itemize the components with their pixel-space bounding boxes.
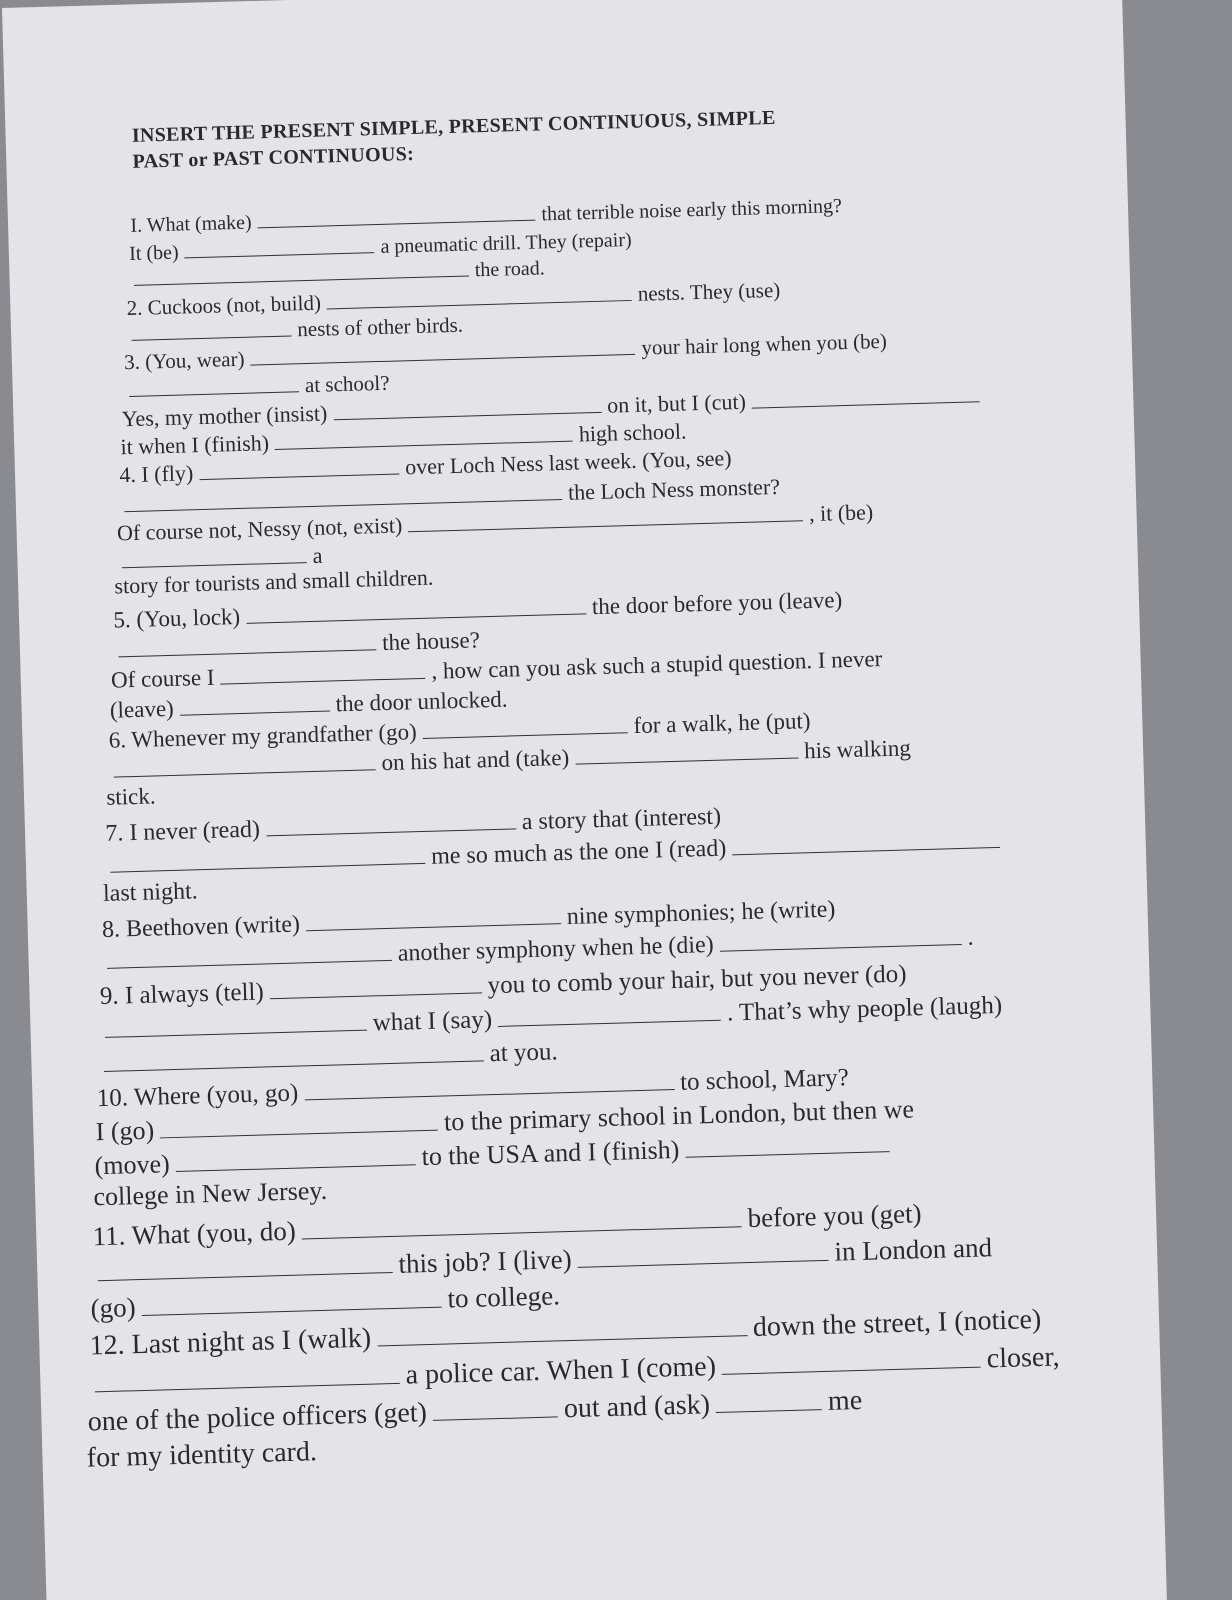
line-text: , it (be) [808,499,874,526]
line-text: at you. [489,1037,559,1067]
line-text: that terrible noise early this morning? [541,195,843,226]
answer-blank [732,825,1001,855]
line-text: nests. They (use) [637,277,781,306]
answer-blank [304,1066,675,1100]
line-text: a pneumatic drill. They (repair) [380,228,632,258]
answer-blank [577,1236,829,1268]
line-text: at school? [304,370,390,397]
line-text: high school. [578,418,687,447]
line-text: 7. I never (read) [105,816,261,847]
answer-blank [719,922,962,951]
title-line-1: INSERT THE PRESENT SIMPLE, PRESENT CONTINUOUS, SIMPLE [131,106,776,147]
answer-blank [107,938,393,969]
line-text: 10. Where (you, go) [96,1079,299,1112]
line-text: . [967,924,974,951]
line-text: the house? [381,627,481,655]
answer-blank [110,841,426,872]
answer-blank [257,202,535,229]
line-text: a police car. When I (come) [405,1351,717,1391]
line-text: , how can you ask such a stupid question. I never [431,645,883,684]
line-text: the road. [474,257,546,282]
answer-blank [118,628,377,657]
line-text: your hair long when you (be) [641,328,888,360]
line-text: me [827,1385,863,1418]
line-text: the Loch Ness monster? [567,473,781,505]
line-text: what I (say) [372,1005,493,1036]
exercise-line [106,784,156,808]
answer-blank [301,1202,742,1240]
line-text: 3. (You, wear) [123,346,245,375]
line-text: . That’s why people (laugh) [726,991,1003,1027]
answer-blank [94,1358,400,1393]
line-text: this job? I (live) [398,1244,573,1280]
line-text: for a walk, he (put) [633,707,811,738]
line-text: story for tourists and small children. [114,564,434,599]
exercise-line [130,193,842,236]
answer-blank [184,234,374,258]
line-text: his walking [803,735,912,763]
line-text: nine symphonies; he (write) [566,896,836,930]
line-text: 5. (You, lock) [113,603,241,633]
answer-blank [246,592,586,623]
answer-blank [113,748,376,777]
line-text: one of the police officers (get) [87,1397,428,1438]
answer-blank [377,1310,748,1347]
answer-blank [160,1107,439,1139]
answer-blank [751,381,979,408]
line-text: Of course I [110,664,215,693]
exercise-line [123,370,390,401]
line-text: I. What (make) [130,211,252,237]
exercise-line [114,564,434,599]
line-text: to school, Mary? [679,1063,850,1096]
line-text: it when I (finish) [120,429,270,460]
line-text: I (go) [95,1115,155,1147]
line-text: to the primary school in London, but then we [443,1094,915,1137]
title-line-2: PAST or PAST CONTINUOUS: [132,142,415,173]
line-text: It (be) [128,241,179,265]
line-text: 9. I always (tell) [99,977,265,1010]
exercise-line [103,879,198,906]
line-text: the door unlocked. [335,686,508,717]
answer-blank [265,806,516,836]
line-text: a story that (interest) [521,803,722,835]
exercise-line [86,1438,317,1472]
answer-blank [179,690,330,716]
line-text: a [312,542,323,568]
line-text: Of course not, Nessy (not, exist) [116,512,403,546]
line-text: 8. Beethoven (write) [101,911,301,943]
line-text: 12. Last night as I (walk) [89,1322,372,1362]
answer-blank [141,1283,442,1317]
line-text: college in New Jersey. [93,1175,328,1212]
answer-blank [498,997,722,1027]
line-text: another symphony when he (die) [397,931,714,967]
line-text: down the street, I (notice) [752,1304,1042,1344]
line-text: the door before you (leave) [591,586,843,619]
answer-blank [575,736,799,764]
answer-blank [103,1037,484,1071]
line-text: me so much as the one I (read) [430,835,727,870]
line-text: closer, [986,1341,1060,1375]
answer-blank [721,1342,981,1375]
answer-blank [121,542,307,568]
answer-blank [685,1128,890,1158]
answer-blank [97,1248,393,1282]
line-text: (go) [90,1292,137,1324]
line-text: on his hat and (take) [381,744,570,775]
line-text: 2. Cuckoos (not, build) [126,290,322,320]
answer-blank [422,711,628,738]
exercise-line [90,1279,560,1322]
answer-blank [199,454,400,480]
answer-blank [432,1391,558,1421]
line-text: (move) [94,1149,171,1181]
answer-blank [715,1384,822,1413]
line-text: 11. What (you, do) [92,1215,297,1252]
line-text: nests of other birds. [297,312,464,342]
line-text: 6. Whenever my grandfather (go) [108,718,418,753]
line-text: to college. [447,1280,561,1314]
answer-blank [220,657,426,684]
answer-blank [175,1141,416,1172]
line-text: you to comb your hair, but you never (do) [487,960,907,999]
line-text: over Loch Ness last week. (You, see) [404,445,732,480]
answer-blank [131,316,291,340]
line-text: out and (ask) [563,1389,711,1425]
line-text: for my identity card. [86,1436,318,1474]
worksheet-title [132,98,1033,175]
line-text: on it, but I (cut) [606,388,747,418]
line-text: stick. [106,783,156,810]
line-text: Yes, my mother (insist) [121,400,328,432]
line-text: (leave) [109,695,175,723]
line-text: in London and [834,1232,993,1267]
answer-blank [104,1007,367,1038]
answer-blank [269,969,482,998]
exercise-line [93,1175,328,1212]
line-text: before you (get) [747,1198,922,1234]
line-text: last night. [102,878,199,907]
answer-blank [327,281,632,309]
answer-blank [333,392,601,420]
answer-blank [129,372,299,397]
line-text: to the USA and I (finish) [421,1135,680,1172]
line-text: 4. I (fly) [119,460,194,488]
answer-blank [305,901,561,931]
